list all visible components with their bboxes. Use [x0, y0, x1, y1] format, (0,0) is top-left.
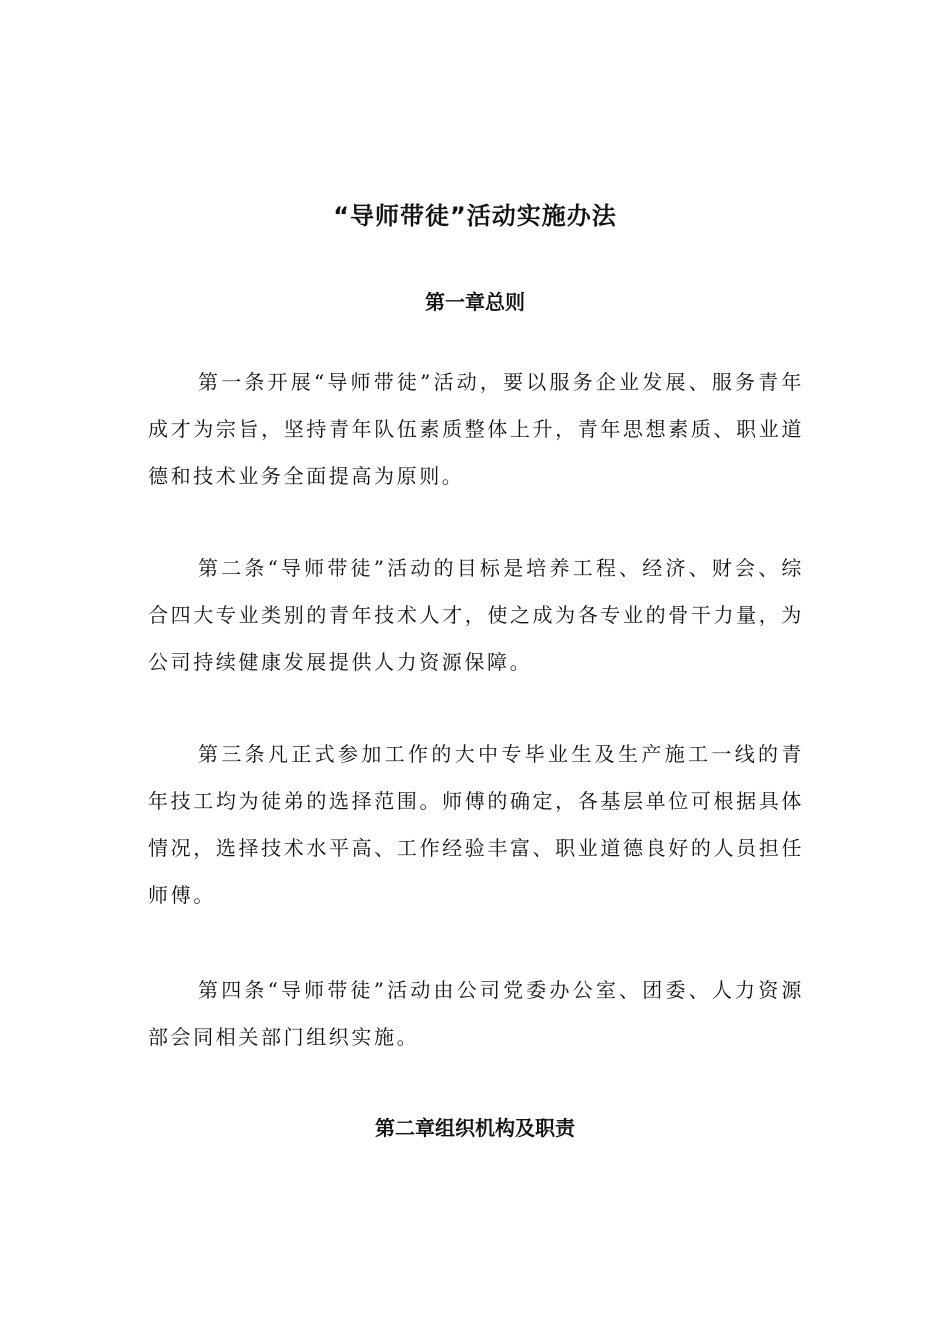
article-1-paragraph: 第一条开展“导师带徒”活动，要以服务企业发展、服务青年成才为宗旨，坚持青年队伍素质整体上升，青年思想素质、职业道德和技术业务全面提高为原则。: [148, 370, 804, 488]
article-2-paragraph: 第二条“导师带徒”活动的目标是培养工程、经济、财会、综合四大专业类别的青年技术人才，使之成为各专业的骨干力量，为公司持续健康发展提供人力资源保障。: [148, 556, 804, 674]
article-3-paragraph: 第三条凡正式参加工作的大中专毕业生及生产施工一线的青年技工均为徒弟的选择范围。师傅的确定，各基层单位可根据具体情况，选择技术水平高、工作经验丰富、职业道德良好的人员担任师傅。: [148, 742, 804, 907]
article-4-paragraph: 第四条“导师带徒”活动由公司党委办公室、团委、人力资源部会同相关部门组织实施。: [148, 978, 804, 1049]
chapter-heading-2: 第二章组织机构及职责: [375, 1116, 575, 1140]
document-title: “导师带徒”活动实施办法: [333, 202, 617, 230]
chapter-heading-1: 第一章总则: [425, 290, 525, 314]
